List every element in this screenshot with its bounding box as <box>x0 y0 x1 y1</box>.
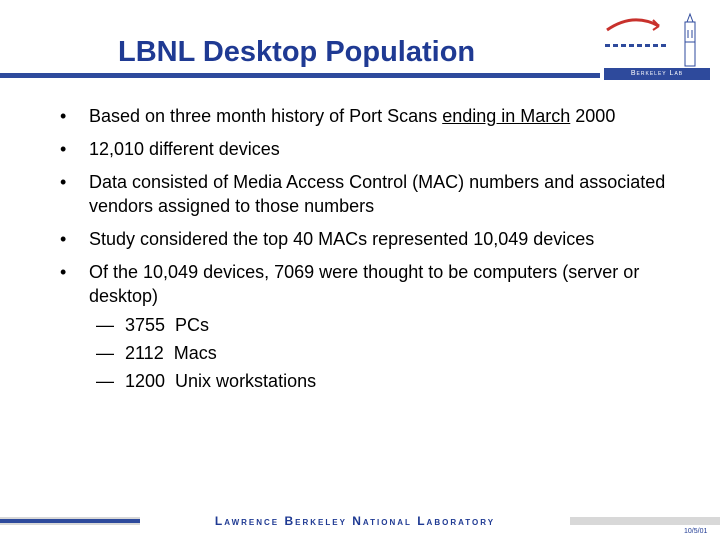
dash-glyph: — <box>96 343 114 363</box>
bullet-glyph: • <box>60 229 67 249</box>
bullet-item <box>60 137 680 161</box>
bullet-glyph: • <box>60 172 67 192</box>
bullet-item <box>60 260 680 395</box>
bullet-text-part: Based on three month history of Port Scans <box>89 106 443 126</box>
bullet-list <box>60 104 680 404</box>
dash-glyph: — <box>96 315 114 335</box>
footer-accent-bar <box>0 519 140 523</box>
footer-date: 10/5/01 <box>684 528 708 535</box>
bullet-text <box>89 104 680 128</box>
bullet-underlined-text: ending in March <box>442 106 571 126</box>
sub-item-text: 2112 Macs <box>125 343 217 363</box>
sub-list-item <box>89 339 680 367</box>
sub-item-text: 1200 Unix workstations <box>125 371 317 391</box>
bullet-text: Study considered the top 40 MACs represented 10,049 devices <box>89 229 595 249</box>
bullet-text: Of the 10,049 devices, 7069 were thought to be computers (server or desktop) <box>89 262 640 306</box>
logo-label: Berkeley Lab <box>604 68 710 80</box>
footer-lab-name: Lawrence Berkeley National Laboratory <box>140 513 570 529</box>
bullet-item <box>60 104 680 128</box>
sub-list-item <box>89 367 680 395</box>
bullet-text-part: 2000 <box>570 106 616 126</box>
slide-title: LBNL Desktop Population <box>118 36 476 68</box>
sub-list <box>89 311 680 395</box>
bullet-text: Data consisted of Media Access Control (MAC) numbers and associated vendors assigned to those numbers <box>89 172 666 216</box>
bullet-glyph: • <box>60 106 67 126</box>
dash-glyph: — <box>96 371 114 391</box>
bullet-glyph: • <box>60 139 67 159</box>
sub-list-item <box>89 311 680 339</box>
bullet-glyph: • <box>60 262 67 282</box>
title-underline-rule <box>0 73 600 78</box>
bullet-item <box>60 227 680 251</box>
bullet-item <box>60 170 680 218</box>
sub-item-text: 3755 PCs <box>125 315 210 335</box>
bullet-text: 12,010 different devices <box>89 139 280 159</box>
